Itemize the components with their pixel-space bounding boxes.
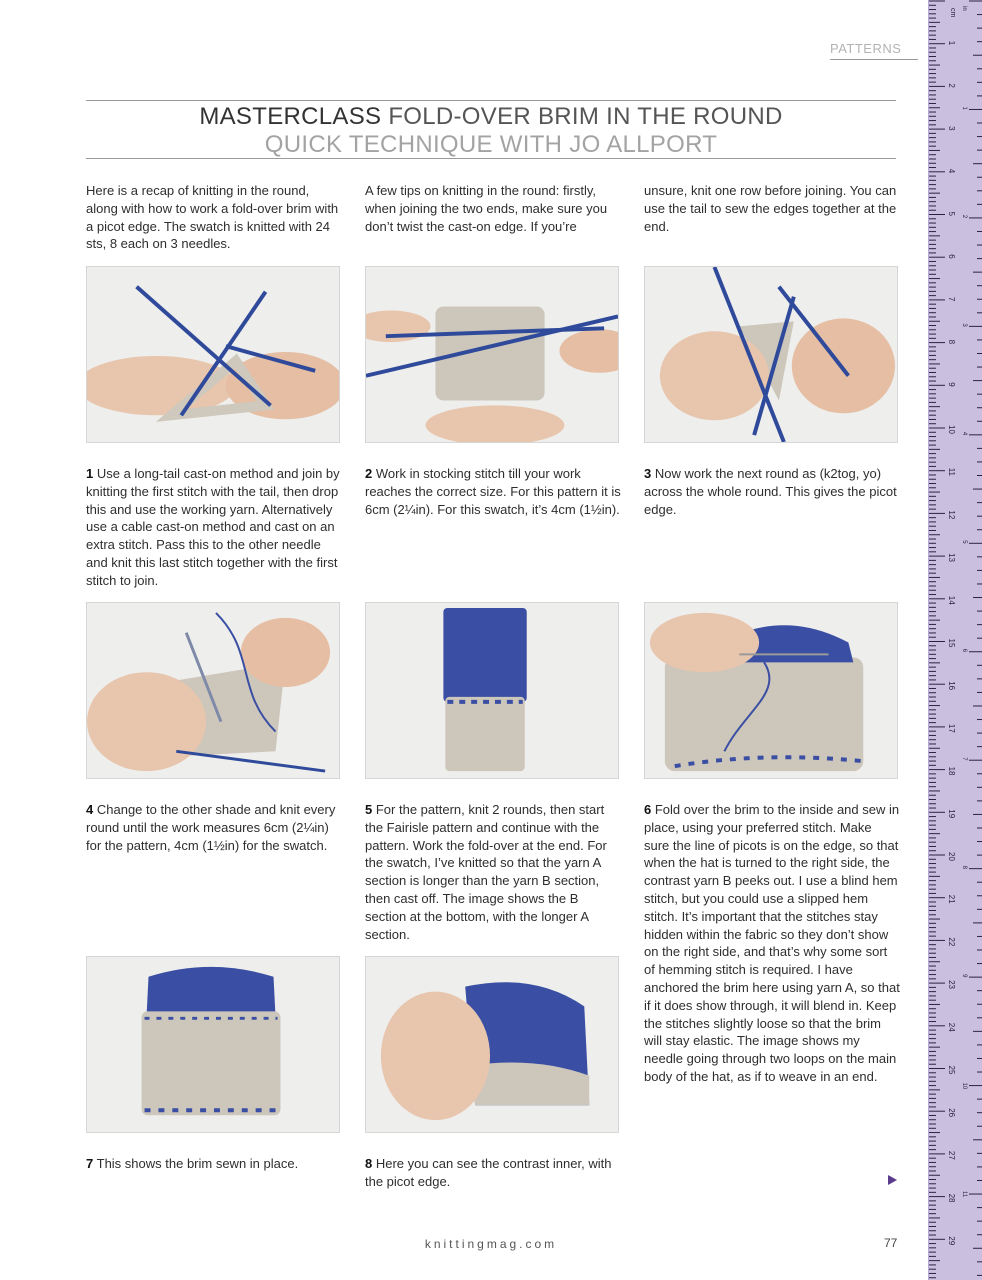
cm-label: 22 [947, 937, 956, 947]
cm-label: 15 [947, 638, 956, 648]
step-4-caption [86, 801, 342, 854]
step-3-text: Now work the next round as (k2tog, yo) across the whole round. This gives the picot edge. [644, 466, 897, 517]
step-6-number: 6 [644, 802, 652, 817]
step-8-caption [365, 1155, 621, 1191]
inch-label: 2 [961, 214, 967, 219]
cm-label: 5 [947, 211, 956, 216]
step-8-text: Here you can see the contrast inner, with the picot edge. [365, 1156, 612, 1189]
inch-label: 4 [961, 431, 967, 436]
step-4-text: Change to the other shade and knit every round until the work measures 6cm (2¼in) for the pattern, 4cm (1½in) for the swatch. [86, 802, 336, 853]
cm-label: 2 [947, 83, 956, 88]
step-7-number: 7 [86, 1156, 94, 1171]
cm-label: 17 [947, 723, 956, 733]
cm-label: 8 [947, 339, 956, 345]
inch-label: 5 [961, 540, 967, 544]
step-3-caption [644, 465, 900, 518]
section-label: PATTERNS [830, 41, 918, 60]
step-8-number: 8 [365, 1156, 373, 1171]
cm-label: 12 [947, 510, 956, 520]
inch-label: 1 [961, 106, 967, 110]
title-bold: MASTERCLASS [199, 103, 382, 130]
ruler-unit-cm: cm [949, 8, 956, 18]
intro-col-2: A few tips on knitting in the round: firstly, when joining the two ends, make sure you don’t twist the cast-on edge. If you’re [365, 183, 608, 234]
page-subtitle: QUICK TECHNIQUE WITH JO ALLPORT [264, 131, 718, 158]
step-7-text: This shows the brim sewn in place. [96, 1156, 299, 1171]
step-5-photo [365, 602, 619, 779]
step-2-caption [365, 465, 621, 518]
cm-label: 4 [947, 168, 956, 174]
title-rest: FOLD-OVER BRIM IN THE ROUND [388, 103, 783, 130]
cm-label: 23 [947, 980, 956, 990]
cm-label: 28 [947, 1193, 956, 1203]
step-4-number: 4 [86, 802, 94, 817]
cm-label: 1 [947, 40, 956, 46]
inch-label: 3 [961, 323, 967, 327]
step-5-caption [365, 801, 621, 943]
cm-label: 25 [947, 1065, 956, 1075]
step-5-text: For the pattern, knit 2 rounds, then start the Fairisle pattern and continue with the pattern. Work the fold-over at the end. For the swatch, I’ve knitted so that the yarn A section is longer than the yarn B section, then cast off. The image shows the B section at the bottom, with the longer A section. [365, 802, 607, 942]
inch-label: 6 [961, 648, 967, 653]
cm-label: 7 [947, 296, 956, 302]
next-page-arrow-icon[interactable] [888, 1175, 897, 1185]
step-1-caption [86, 465, 342, 590]
step-1-number: 1 [86, 466, 94, 481]
step-4-photo [86, 602, 340, 779]
cm-label: 9 [947, 382, 956, 387]
cm-label: 24 [946, 1022, 956, 1032]
inch-label: 7 [961, 757, 967, 761]
intro-col-1: Here is a recap of knitting in the round, along with how to work a fold-over brim with a picot edge. The swatch is knitted with 24 sts, 8 each on 3 needles. [86, 183, 339, 252]
page-number: 77 [884, 1236, 898, 1250]
ruler-unit-in: in [961, 6, 967, 11]
step-2-text: Work in stocking stitch till your work reaches the correct size. For this pattern it is 6cm (2¼in). For this swatch, it’s 4cm (1½in). [365, 466, 621, 517]
step-7-photo [86, 956, 340, 1133]
step-2-photo [365, 266, 619, 443]
step-6-text: Fold over the brim to the inside and sew in place, using your preferred stitch. Make sure the line of picots is on the edge, so that when the hat is turned to the right side, the contrast yarn B peeks out. I use a blind hem stitch, but you could use a slipped hem stitch. It’s important that the stitches stay hidden within the fabric so they don’t show on the right side, and that’s why some sort of hemming stitch is required. I have anchored the brim here using yarn A, so that if it does show through, it will blend in. Keep the stitches slightly loose so that the brim will stay elastic. The image shows my needle going through two loops on the main body of the hat, as if to weave in an end. [644, 802, 900, 1084]
step-6-caption [644, 801, 900, 1086]
ruler-graphic [929, 0, 982, 1280]
cm-label: 6 [947, 254, 956, 259]
cm-label: 14 [947, 595, 956, 605]
step-8-photo [365, 956, 619, 1133]
inch-label: 11 [961, 1191, 967, 1198]
cm-label: 3 [947, 126, 956, 131]
cm-label: 18 [947, 766, 956, 776]
cm-label: 11 [947, 467, 956, 477]
cm-label: 13 [947, 553, 956, 563]
measuring-ruler [928, 0, 982, 1280]
step-1-text: Use a long-tail cast-on method and join by knitting the first stitch with the tail, then drop this and use the working yarn. Alternatively use a cable cast-on method and cast on an extra stitch. Pass this to the other needle and knit this last stitch together with the first stitch to join. [86, 466, 340, 588]
cm-label: 27 [947, 1150, 956, 1160]
step-6-photo [644, 602, 898, 779]
step-3-photo [644, 266, 898, 443]
cm-label: 20 [947, 852, 956, 861]
title-rule-top [86, 100, 896, 101]
step-3-number: 3 [644, 466, 652, 481]
cm-label: 10 [947, 425, 956, 434]
cm-label: 29 [947, 1236, 956, 1246]
cm-label: 21 [947, 894, 956, 904]
footer-website: knittingmag.com [424, 1237, 558, 1251]
cm-label: 26 [947, 1108, 956, 1118]
step-7-caption [86, 1155, 342, 1173]
step-1-photo [86, 266, 340, 443]
inch-label: 8 [961, 865, 967, 870]
step-5-number: 5 [365, 802, 373, 817]
step-2-number: 2 [365, 466, 373, 481]
page-title [86, 103, 896, 131]
intro-col-3: unsure, knit one row before joining. You can use the tail to sew the edges together at the end. [644, 183, 897, 234]
cm-label: 19 [947, 809, 956, 819]
inch-label: 9 [961, 974, 967, 978]
cm-label: 16 [947, 681, 956, 691]
inch-label: 10 [961, 1082, 967, 1090]
title-rule-bottom [86, 158, 896, 159]
